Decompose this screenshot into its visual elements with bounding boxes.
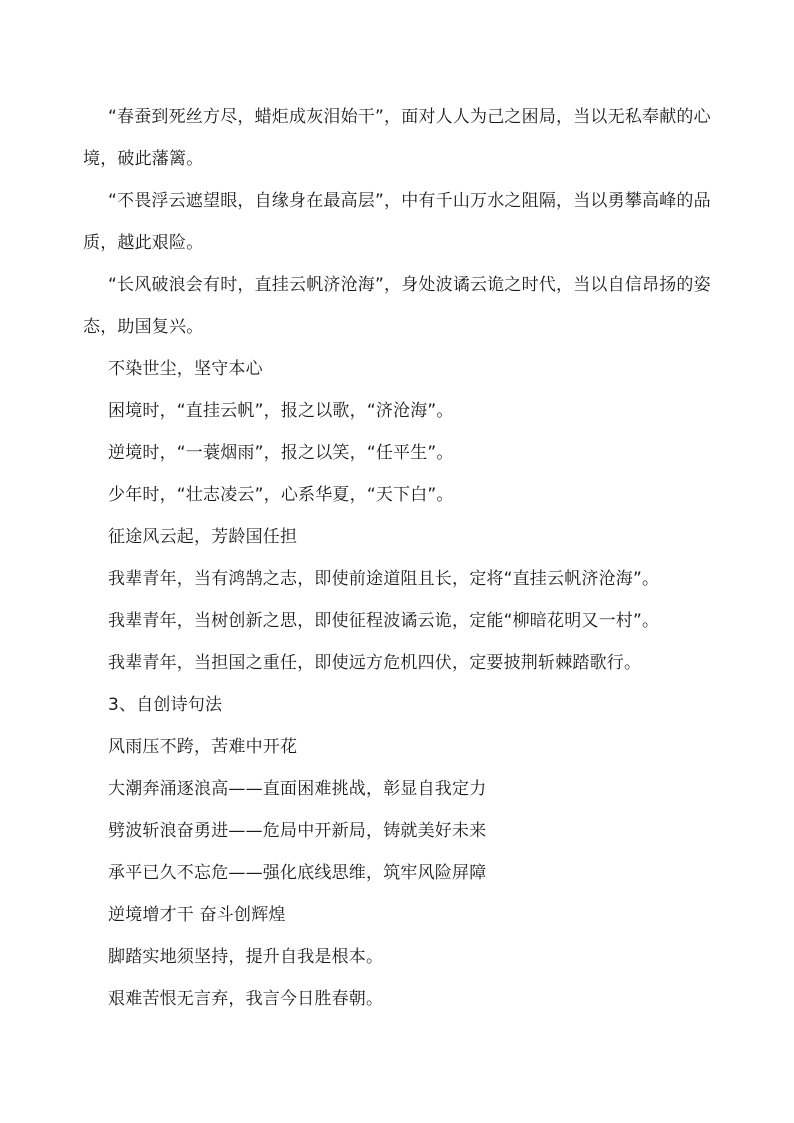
section-heading-3: 3、自创诗句法 <box>108 695 223 715</box>
list-item: 我辈青年，当树创新之思，即使征程波谲云诡，定能“柳暗花明又一村”。 <box>108 611 660 631</box>
list-item: 大潮奔涌逐浪高——直面困难挑战，彰显自我定力 <box>108 779 487 799</box>
quote-paragraph-1: “春蚕到死丝方尽，蜡炬成灰泪始干”，面对人人为己之困局，当以无私奉献的心境，破此藩篱。 <box>83 107 711 169</box>
list-item: 劈波斩浪奋勇进——危局中开新局，铸就美好未来 <box>108 821 487 841</box>
heading-bu-ran-shi-chen: 不染世尘，坚守本心 <box>108 359 263 379</box>
document-body <box>83 96 728 1020</box>
list-item: 困境时，“直挂云帆”，报之以歌，“济沧海”。 <box>108 401 454 421</box>
list-item: 少年时，“壮志凌云”，心系华夏，“天下白”。 <box>108 485 454 505</box>
list-item: 我辈青年，当担国之重任，即使远方危机四伏，定要披荆斩棘踏歌行。 <box>108 653 642 673</box>
list-item: 脚踏实地须坚持，提升自我是根本。 <box>108 947 384 967</box>
list-item: 我辈青年，当有鸿鹄之志，即使前途道阻且长，定将“直挂云帆济沧海”。 <box>108 569 660 589</box>
heading-zheng-tu-feng-yun: 征途风云起，芳龄国任担 <box>108 527 298 547</box>
list-item: 艰难苦恨无言弃，我言今日胜春朝。 <box>108 989 384 1009</box>
list-item: 逆境时，“一蓑烟雨”，报之以笑，“任平生”。 <box>108 443 454 463</box>
list-item: 承平已久不忘危——强化底线思维，筑牢风险屏障 <box>108 863 487 883</box>
heading-feng-yu-ya-bu-kua: 风雨压不跨，苦难中开花 <box>108 737 298 757</box>
heading-ni-jing-zeng-cai-gan: 逆境增才干 奋斗创辉煌 <box>108 905 286 925</box>
quote-paragraph-2: “不畏浮云遮望眼，自缘身在最高层”，中有千山万水之阻隔，当以勇攀高峰的品质，越此艰险。 <box>83 191 711 253</box>
quote-paragraph-3: “长风破浪会有时，直挂云帆济沧海”，身处波谲云诡之时代，当以自信昂扬的姿态，助国复兴。 <box>83 275 711 337</box>
